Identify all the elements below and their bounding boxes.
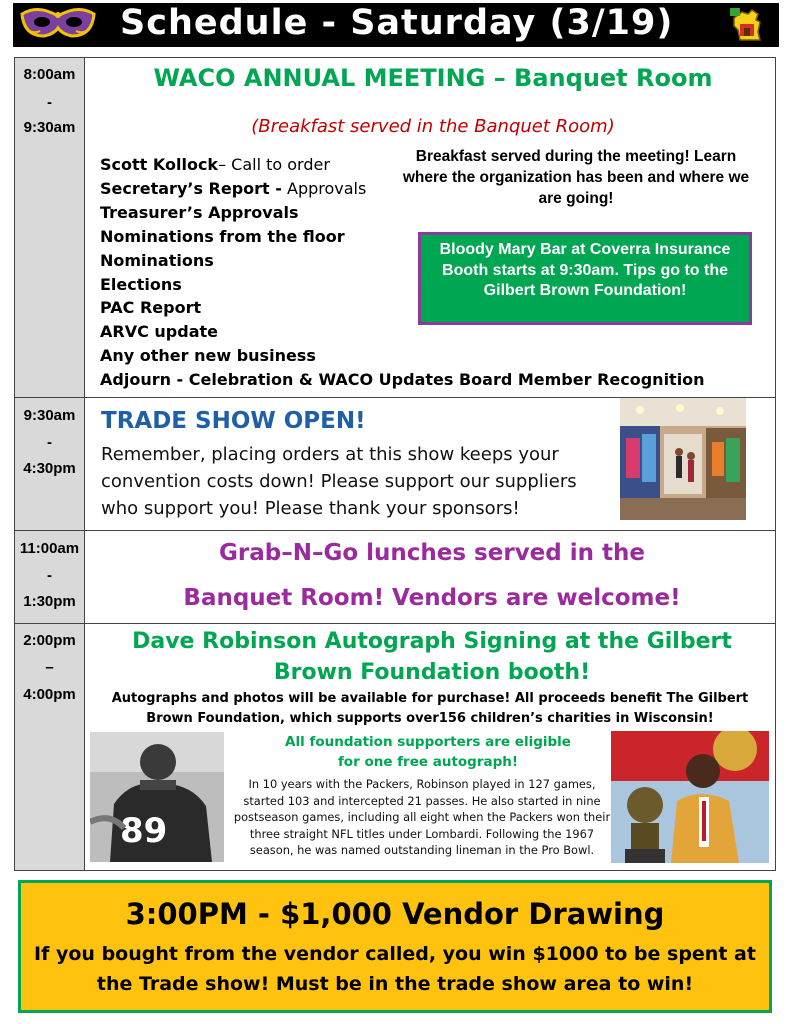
page-title: Schedule - Saturday (3/19) bbox=[120, 3, 674, 43]
lunch-line-1: Grab–N–Go lunches served in the bbox=[218, 540, 645, 566]
meeting-subtitle: (Breakfast served in the Banquet Room) bbox=[251, 116, 615, 137]
agenda-item: PAC Report bbox=[100, 298, 202, 318]
time-end: 1:30pm bbox=[23, 593, 76, 610]
jersey-number: 89 bbox=[120, 811, 168, 851]
hall-of-fame-photo bbox=[611, 731, 769, 863]
free-autograph-line-1: All foundation supporters are eligible bbox=[285, 734, 571, 750]
agenda-item: Any other new business bbox=[100, 346, 316, 366]
time-end: 4:00pm bbox=[23, 686, 76, 703]
time-start: 2:00pm bbox=[23, 632, 76, 649]
agenda-item: Nominations bbox=[100, 250, 214, 270]
meeting-title: WACO ANNUAL MEETING – Banquet Room bbox=[153, 64, 713, 92]
time-start: 9:30am bbox=[23, 407, 76, 424]
trade-show-title: TRADE SHOW OPEN! bbox=[101, 408, 366, 434]
agenda-item: Secretary’s Report - Approvals bbox=[100, 178, 367, 198]
time-end: 4:30pm bbox=[23, 460, 76, 477]
agenda-item: Scott Kollock– Call to order bbox=[100, 155, 330, 174]
time-start: 11:00am bbox=[19, 540, 80, 557]
wisconsin-map-icon bbox=[728, 6, 768, 44]
autograph-subtext: Autographs and photos will be available for purchase! All proceeds benefit The Gilbert Brown Foundation, which supports over156 children’s charities in Wisconsin! bbox=[111, 691, 749, 726]
row-divider bbox=[14, 623, 776, 624]
trade-show-body: Remember, placing orders at this show keeps your convention costs down! Please support our suppliers who support you! Please thank your sponsors! bbox=[101, 444, 577, 519]
column-divider bbox=[84, 57, 85, 871]
bloody-mary-callout: Bloody Mary Bar at Coverra Insurance Booth starts at 9:30am. Tips go to the Gilbert Brown Foundation! bbox=[418, 232, 752, 325]
mardi-gras-mask-icon bbox=[18, 6, 98, 42]
lunch-line-2: Banquet Room! Vendors are welcome! bbox=[183, 585, 681, 611]
agenda-item: Elections bbox=[100, 274, 182, 294]
agenda-item: Treasurer’s Approvals bbox=[100, 202, 299, 222]
row-divider bbox=[14, 530, 776, 531]
robinson-bio: In 10 years with the Packers, Robinson played in 127 games, started 103 and intercepted 21 passes. He also started in nine postseason games, including all eight when the Packers won their three straight NFL titles under Lombardi. Following the 1967 season, he was named outstanding lineman in the Pro Bowl. bbox=[233, 777, 611, 857]
time-start: 8:00am bbox=[23, 66, 76, 83]
autograph-title-1: Dave Robinson Autograph Signing at the Gilbert bbox=[132, 629, 732, 654]
agenda-item: Nominations from the floor bbox=[100, 226, 345, 246]
drawing-title: 3:00PM - $1,000 Vendor Drawing bbox=[125, 897, 665, 931]
agenda-item: Adjourn - Celebration & WACO Updates Board Member Recognition bbox=[100, 370, 705, 390]
drawing-body: If you bought from the vendor called, you win $1000 to be spent at the Trade show! Must be in the trade show area to win! bbox=[34, 943, 756, 995]
football-player-photo bbox=[90, 732, 224, 862]
time-separator: - bbox=[47, 434, 52, 451]
time-separator: - bbox=[47, 567, 52, 584]
time-separator: – bbox=[45, 659, 54, 676]
trade-show-photo bbox=[620, 398, 746, 520]
vendor-drawing-callout bbox=[18, 880, 772, 1013]
time-separator: - bbox=[47, 94, 52, 111]
autograph-title-2: Brown Foundation booth! bbox=[273, 660, 591, 685]
breakfast-note: Breakfast served during the meeting! Learn where the organization has been and where we are going! bbox=[402, 148, 750, 207]
time-end: 9:30am bbox=[23, 119, 76, 136]
agenda-item: ARVC update bbox=[100, 322, 218, 342]
free-autograph-line-2: for one free autograph! bbox=[337, 754, 519, 770]
